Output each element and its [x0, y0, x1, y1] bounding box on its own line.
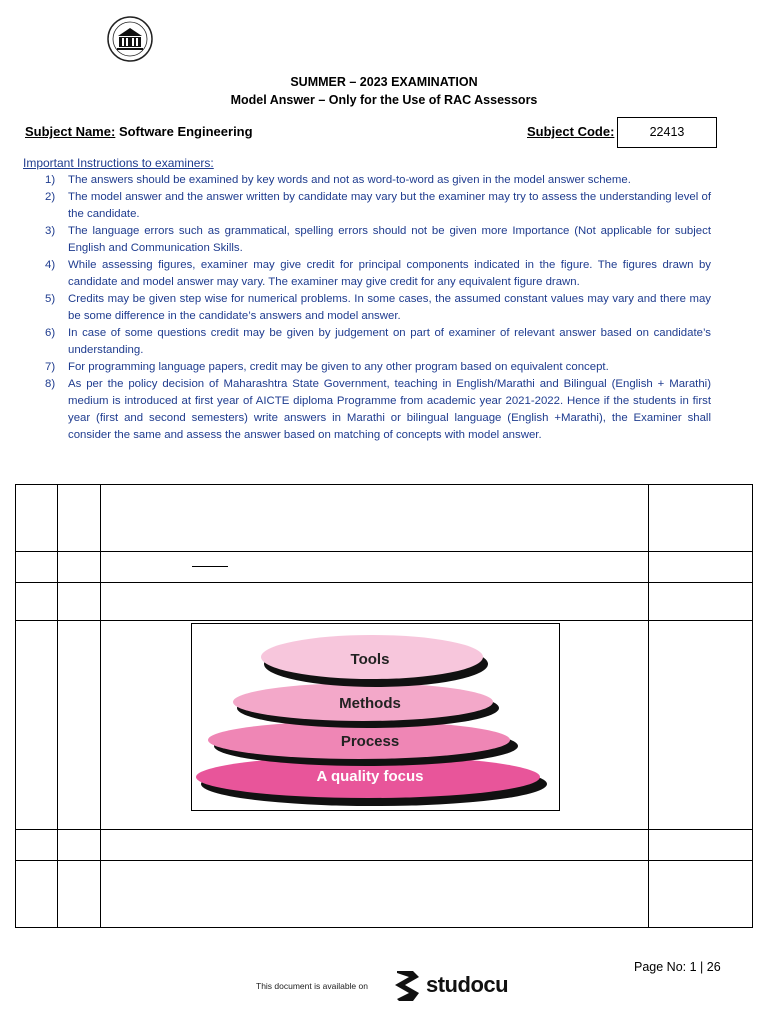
instruction-number: 3) — [45, 225, 56, 237]
instruction-text: The model answer and the answer written by candidate may vary but the examiner may try to assess the understanding level of the candidate. — [68, 191, 711, 220]
table-row — [15, 860, 753, 861]
instruction-item — [23, 172, 711, 189]
underline-mark — [192, 566, 228, 567]
quality-focus-label: A quality focus — [316, 768, 424, 785]
table-col-divider — [100, 484, 101, 928]
subject-name-row — [25, 124, 253, 139]
table-col-divider — [15, 484, 16, 928]
instructions-heading: Important Instructions to examiners: — [23, 156, 214, 170]
instruction-text: As per the policy decision of Maharashtra State Government, teaching in English/Marathi and Bilingual (English + Marathi) medium is introduced at first year of AICTE diploma Programme from academic year 2021-2022. Hence if the students in first year (first and second semesters) write answers in Marathi or bilingual language (English +Marathi), the Examiner shall consider the same and assess the answer based on matching of concepts with model answer. — [68, 378, 711, 441]
table-row — [15, 620, 753, 621]
subject-name-label: Subject Name: — [25, 124, 116, 139]
institution-logo — [104, 14, 156, 64]
instruction-item — [23, 291, 711, 325]
table-row — [15, 551, 753, 552]
table-row — [15, 484, 753, 485]
se-layers-figure — [191, 623, 560, 811]
instruction-text: For programming language papers, credit may be given to any other program based on equivalent concept. — [68, 361, 609, 373]
exam-title: SUMMER – 2023 EXAMINATION — [290, 75, 478, 89]
instructions-list — [23, 172, 711, 444]
instruction-text: In case of some questions credit may be given by judgement on part of examiner of relevant answer based on candidate’s understanding. — [68, 327, 711, 356]
se-layers-diagram — [192, 624, 559, 810]
instruction-text: Credits may be given step wise for numerical problems. In some cases, the assumed constant values may vary and there may be some difference in the candidate’s answers and model answer. — [68, 293, 711, 322]
exam-subtitle: Model Answer – Only for the Use of RAC Assessors — [230, 93, 538, 107]
instruction-number: 1) — [45, 174, 56, 186]
instruction-number: 2) — [45, 191, 56, 203]
table-bottom-border — [15, 927, 753, 928]
table-col-divider — [752, 484, 753, 928]
subject-code-box: 22413 — [617, 117, 717, 148]
instruction-number: 7) — [45, 361, 56, 373]
instruction-item — [23, 325, 711, 359]
methods-label: Methods — [339, 695, 401, 712]
process-label: Process — [340, 733, 400, 750]
availability-note: This document is available on — [256, 981, 368, 991]
table-row — [15, 582, 753, 583]
studocu-brand-link[interactable]: studocu — [426, 972, 509, 997]
instruction-text: While assessing figures, examiner may give credit for principal components indicated in the figure. The figures drawn by candidate and model answer may vary. The examiner may give credit for any equivalent figure drawn. — [68, 259, 711, 288]
instruction-number: 5) — [45, 293, 56, 305]
instruction-number: 6) — [45, 327, 56, 339]
subject-name-value: Software Engineering — [118, 124, 253, 139]
subject-code-label: Subject Code: — [527, 124, 615, 139]
studocu-logo-icon[interactable] — [393, 969, 423, 1003]
instruction-number: 4) — [45, 259, 56, 271]
instruction-text: The answers should be examined by key words and not as word-to-word as given in the model answer scheme. — [68, 174, 631, 186]
table-col-divider — [57, 484, 58, 928]
table-col-divider — [648, 484, 649, 928]
instruction-item — [23, 257, 711, 291]
instruction-item — [23, 376, 711, 444]
tools-label: Tools — [350, 651, 390, 668]
instruction-number: 8) — [45, 378, 56, 390]
instruction-text: The language errors such as grammatical, spelling errors should not be given more Importance (Not applicable for subject English and Communication Skills. — [68, 225, 711, 254]
instruction-item — [23, 359, 711, 376]
table-row — [15, 829, 753, 830]
instruction-item — [23, 189, 711, 223]
instruction-item — [23, 223, 711, 257]
page-number: Page No: 1 | 26 — [634, 960, 721, 974]
